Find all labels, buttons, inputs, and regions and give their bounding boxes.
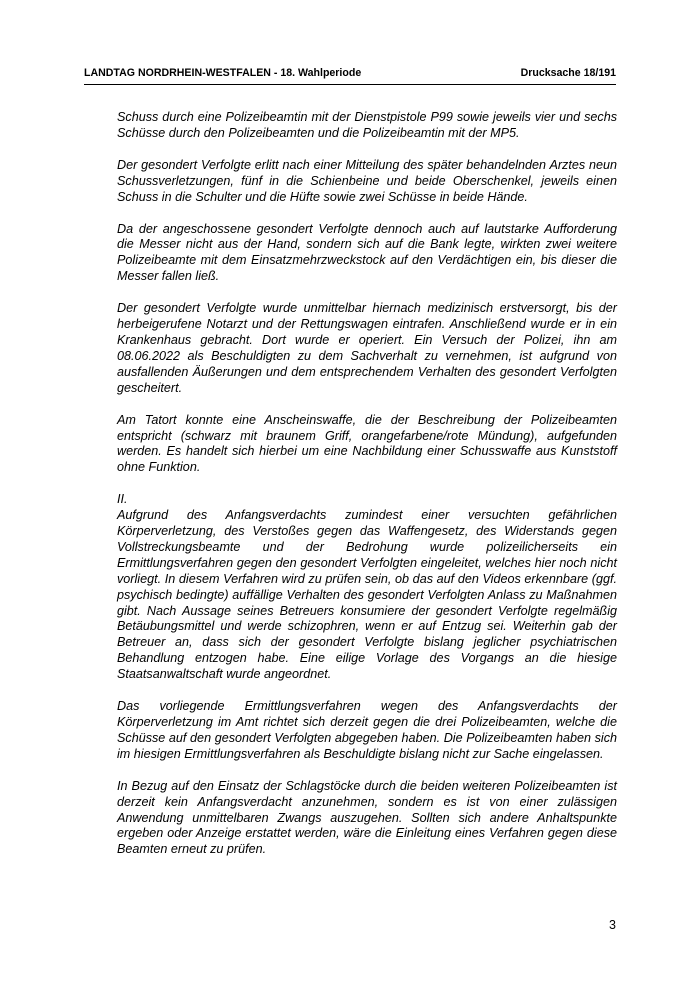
section-number: II.	[117, 492, 128, 507]
paragraph: Aufgrund des Anfangsverdachts zumindest einer versuchten gefährlichen Körperverletzung, des Verstoßes gegen das Waffengesetz, des Widerstands gegen Vollstreckungsbeamte und der Bedrohung wurde polizeilicherseits ein Ermittlungsverfahren gegen den gesondert Verfolgten eingeleitet, welches hier noch nicht vorliegt. In diesem Verfahren wird zu prüfen sein, ob das auf den Videos erkennbare (ggf. psychisch bedingte) auffällige Verhalten des gesondert Verfolgten Anlass zu Maßnahmen gibt. Nach Aussage seines Betreuers konsumiere der gesondert Verfolgte regelmäßig Betäubungsmittel und werde schizophren, wenn er auf Entzug sei. Weiterhin gab der Betreuer an, dass sich der gesondert Verfolgte bislang jeglicher psychiatrischen Behandlung entzogen habe. Eine eilige Vorlage des Vorgangs an die hiesige Staatsanwaltschaft wurde angeordnet.	[117, 508, 617, 682]
paragraph: Schuss durch eine Polizeibeamtin mit der Dienstpistole P99 sowie jeweils vier und sechs Schüsse durch den Polizeibeamten und die Polizeibeamtin mit der MP5.	[117, 110, 617, 140]
paragraph: In Bezug auf den Einsatz der Schlagstöcke durch die beiden weiteren Polizeibeamten ist derzeit kein Anfangsverdacht anzunehmen, sondern es ist von einer zulässigen Anwendung unmittelbaren Zwangs auszugehen. Sollten sich andere Anhaltspunkte ergeben oder Anzeige erstattet werden, wäre die Einleitung eines Verfahren gegen diese Beamten erneut zu prüfen.	[117, 778, 617, 857]
paragraph: Das vorliegende Ermittlungsverfahren wegen des Anfangsverdachts der Körperverletzung im Amt richtet sich derzeit gegen die drei Polizeibeamten, welche die Schüsse auf den gesondert Verfolgten abgegeben haben. Die Polizeibeamten haben sich im hiesigen Ermittlungsverfahren als Beschuldigte bislang nicht zur Sache eingelassen.	[117, 699, 617, 761]
parliament-title: LANDTAG NORDRHEIN-WESTFALEN - 18. Wahlperiode	[84, 67, 362, 79]
document-body	[117, 110, 617, 874]
paragraph: Der gesondert Verfolgte erlitt nach einer Mitteilung des später behandelnden Arztes neun Schussverletzungen, fünf in die Schienbeine und beide Oberschenkel, jeweils einen Schuss in die Schulter und die Hüfte sowie zwei Schüsse in beide Hände.	[117, 157, 617, 204]
document-number: Drucksache 18/191	[520, 67, 616, 79]
paragraph: Da der angeschossene gesondert Verfolgte dennoch auch auf lautstarke Aufforderung die Messer nicht aus der Hand, sondern sich auf die Bank legte, wirkten zwei weitere Polizeibeamte mit dem Einsatzmehrzweckstock auf den Verdächtigen ein, bis dieser die Messer fallen ließ.	[117, 221, 617, 284]
page-header	[84, 67, 616, 85]
page-number: 3	[609, 918, 616, 932]
paragraph: Der gesondert Verfolgte wurde unmittelbar hiernach medizinisch erstversorgt, bis der herbeigerufene Notarzt und der Rettungswagen eintrafen. Anschließend wurde er in ein Krankenhaus gebracht. Dort wurde er operiert. Ein Versuch der Polizei, ihn am 08.06.2022 als Beschuldigten zu dem Sachverhalt zu vernehmen, ist aufgrund von ausfallenden Äußerungen und dem entsprechendem Verhalten des gesondert Verfolgten gescheitert.	[117, 301, 617, 395]
paragraph: Am Tatort konnte eine Anscheinswaffe, die der Beschreibung der Polizeibeamten entspricht (schwarz mit braunem Griff, orangefarbene/rote Mündung), aufgefunden werden. Es handelt sich hierbei um eine Nachbildung einer Schusswaffe aus Kunststoff ohne Funktion.	[117, 412, 617, 475]
